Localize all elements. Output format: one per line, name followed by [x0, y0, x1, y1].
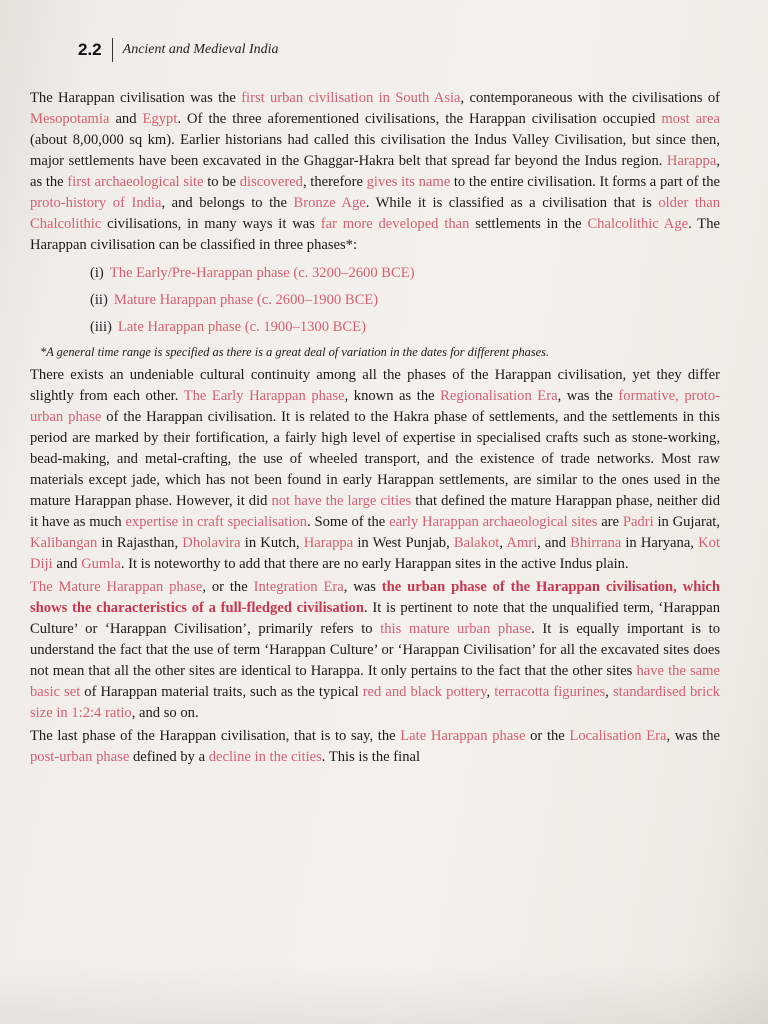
highlighted-text: Regionalisation Era	[440, 388, 558, 404]
phase-label: Mature Harappan phase (c. 2600–1900	[113, 292, 345, 308]
text-run: . This is the final	[321, 749, 421, 765]
text-run: . It is equally important is to understand the fact that the use of term ‘Harappan Culture’ or ‘Harappan Civilisation’ for all the excavated sites does not mean that all the other sites are identical to Harappa. It only pertains to the fact that the other sites	[30, 621, 720, 679]
highlighted-text: Egypt	[142, 111, 178, 127]
phase-number: (ii)	[90, 292, 108, 308]
phase-era: BCE	[344, 292, 374, 308]
highlighted-text: Harappa	[303, 535, 354, 551]
phase-item	[90, 314, 720, 341]
highlighted-text: early Harappan archaeological sites	[389, 514, 598, 530]
text-run: , and	[537, 535, 571, 551]
text-run: The last phase of the Harappan civilisation, that is to say, the	[30, 728, 401, 744]
page-number: 2.2	[78, 40, 102, 59]
highlighted-text: not have the large cities	[271, 493, 412, 509]
highlighted-text: post-urban phase	[30, 749, 130, 765]
body-text	[30, 88, 720, 768]
phase-label: The Early/Pre-Harappan phase (c. 3200–2600	[109, 265, 382, 281]
text-run: that defined the mature Harappan phase, neither did it have as much	[30, 493, 720, 530]
text-run: of the Harappan civilisation. It is related to the Hakra phase of settlements, and the settlements in this period are marked by their fortification, a fairly high level of expertise in specialised crafts such as stone-working, bead-making, and metal-crafting, the use of wheeled transport, and the existence of trade networks. Most raw materials except jade, which has not been found in early Harappan settlements, are similar to the ones used in the mature Harappan phase. However, it did	[30, 409, 720, 509]
highlighted-text: Harappa	[666, 153, 717, 169]
highlighted-text: Dholavira	[182, 535, 241, 551]
highlighted-text: Bronze Age	[293, 195, 366, 211]
page-header	[78, 38, 279, 62]
highlighted-text: Integration Era	[253, 579, 344, 595]
phase-close: )	[373, 292, 379, 308]
phase-list	[90, 260, 720, 341]
text-run: The Harappan civilisation was the	[30, 90, 242, 106]
highlighted-text: red and black pottery	[362, 684, 487, 700]
highlighted-text: have the same basic set	[30, 663, 720, 700]
text-run: , was the	[666, 728, 720, 744]
text-run: settlements in the	[469, 216, 588, 232]
text-run: , and belongs to the	[161, 195, 294, 211]
text-run: ,	[605, 684, 613, 700]
header-divider	[112, 38, 113, 62]
text-run: . It is noteworthy to add that there are no early Harappan sites in the active Indus plain.	[120, 556, 629, 572]
highlighted-text: most area	[661, 111, 720, 127]
highlighted-text: first archaeological site	[67, 174, 204, 190]
text-run: , contemporaneous with the civilisations of	[460, 90, 720, 106]
highlighted-text: Chalcolithic Age	[587, 216, 689, 232]
running-title: Ancient and Medieval India	[122, 42, 279, 57]
highlighted-text: Kalibangan	[30, 535, 98, 551]
highlighted-text: the urban phase of the Harappan civilisation, which shows the characteristics of a full-fledged civilisation	[30, 579, 720, 616]
highlighted-text: Padri	[622, 514, 654, 530]
phase-item	[90, 260, 720, 287]
text-run: ,	[499, 535, 507, 551]
text-run: civilisations, in many ways it was	[101, 216, 321, 232]
phase-number: (iii)	[90, 319, 112, 335]
text-run: or the	[525, 728, 570, 744]
highlighted-text: Balakot	[453, 535, 500, 551]
text-run: (about 8,00,000 sq km). Earlier historians had called this civilisation the Indus Valley Civilisation, but since then, major settlements have been excavated in the Ghaggar-Hakra belt that spread far beyond the Indus region.	[30, 132, 720, 169]
text-run: in Gujarat,	[653, 514, 720, 530]
text-run: , or the	[202, 579, 254, 595]
highlighted-text: expertise in craft specialisation	[125, 514, 308, 530]
highlighted-text: Localisation Era	[569, 728, 667, 744]
highlighted-text: Late Harappan phase	[400, 728, 526, 744]
phase-label: Late Harappan phase (c. 1900–1300	[117, 319, 333, 335]
highlighted-text: this mature urban phase	[380, 621, 532, 637]
text-run: in Rajasthan,	[97, 535, 183, 551]
highlighted-text: gives its name	[366, 174, 451, 190]
highlighted-text: Amri	[506, 535, 538, 551]
highlighted-text: terracotta figurines	[494, 684, 606, 700]
paragraph-early-phase	[30, 365, 720, 575]
text-run: defined by a	[129, 749, 209, 765]
text-run: ,	[486, 684, 495, 700]
highlighted-text: Bhirrana	[570, 535, 622, 551]
highlighted-text: older than Chalcolithic	[30, 195, 720, 232]
text-run: to be	[203, 174, 240, 190]
highlighted-text: Mesopotamia	[30, 111, 110, 127]
phase-era: BCE	[332, 319, 362, 335]
text-run: . Some of the	[307, 514, 390, 530]
text-run: . The Harappan civilisation can be classified in three phases*:	[30, 216, 720, 253]
highlighted-text: formative, proto-urban phase	[30, 388, 721, 425]
text-run: . While it is classified as a civilisation that is	[365, 195, 659, 211]
text-run: , and so on.	[131, 705, 199, 721]
highlighted-text: standardised brick size in 1:2:4 ratio	[30, 684, 720, 721]
paragraph-intro	[30, 88, 720, 256]
phase-close: )	[409, 265, 415, 281]
text-run: and	[109, 111, 143, 127]
text-run: , was the	[557, 388, 619, 404]
highlighted-text: far more developed than	[320, 216, 470, 232]
text-run: , therefore	[302, 174, 367, 190]
text-run: in Haryana,	[621, 535, 699, 551]
highlighted-text: Gumla	[81, 556, 121, 572]
paragraph-late-phase	[30, 726, 720, 768]
text-run: and	[52, 556, 82, 572]
phase-era: BCE	[381, 265, 410, 281]
text-run: in Kutch,	[240, 535, 304, 551]
text-run: of Harappan material traits, such as the typical	[80, 684, 363, 700]
text-run: . Of the three aforementioned civilisations, the Harappan civilisation occupied	[177, 111, 662, 127]
phase-close: )	[361, 319, 366, 335]
highlighted-text: first urban civilisation in South Asia	[241, 90, 461, 106]
highlighted-text: Kot Diji	[30, 535, 720, 572]
footnote: *A general time range is specified as there is a great deal of variation in the dates for different phases.	[40, 345, 550, 359]
highlighted-text: The Early Harappan phase	[183, 388, 345, 404]
paragraph-mature-phase	[30, 577, 720, 724]
highlighted-text: discovered	[239, 174, 303, 190]
phase-item	[90, 287, 720, 314]
highlighted-text: decline in the cities	[208, 749, 322, 765]
text-run: There exists an undeniable cultural continuity among all the phases of the Harappan civilisation, yet they differ slightly from each other.	[30, 367, 720, 404]
text-run: to the entire civilisation. It forms a part of the	[450, 174, 720, 190]
text-run: , known as the	[344, 388, 441, 404]
text-run: , was	[343, 579, 382, 595]
text-run: are	[597, 514, 623, 530]
text-run: in West Punjab,	[353, 535, 454, 551]
highlighted-text: The Mature Harappan phase	[30, 579, 203, 595]
phase-number: (i)	[90, 265, 104, 281]
text-run: . It is pertinent to note that the unqualified term, ‘Harappan Culture’ or ‘Harappan Civilisation’, primarily refers to	[30, 600, 720, 637]
text-run: , as the	[30, 153, 720, 190]
highlighted-text: proto-history of India	[30, 195, 162, 211]
